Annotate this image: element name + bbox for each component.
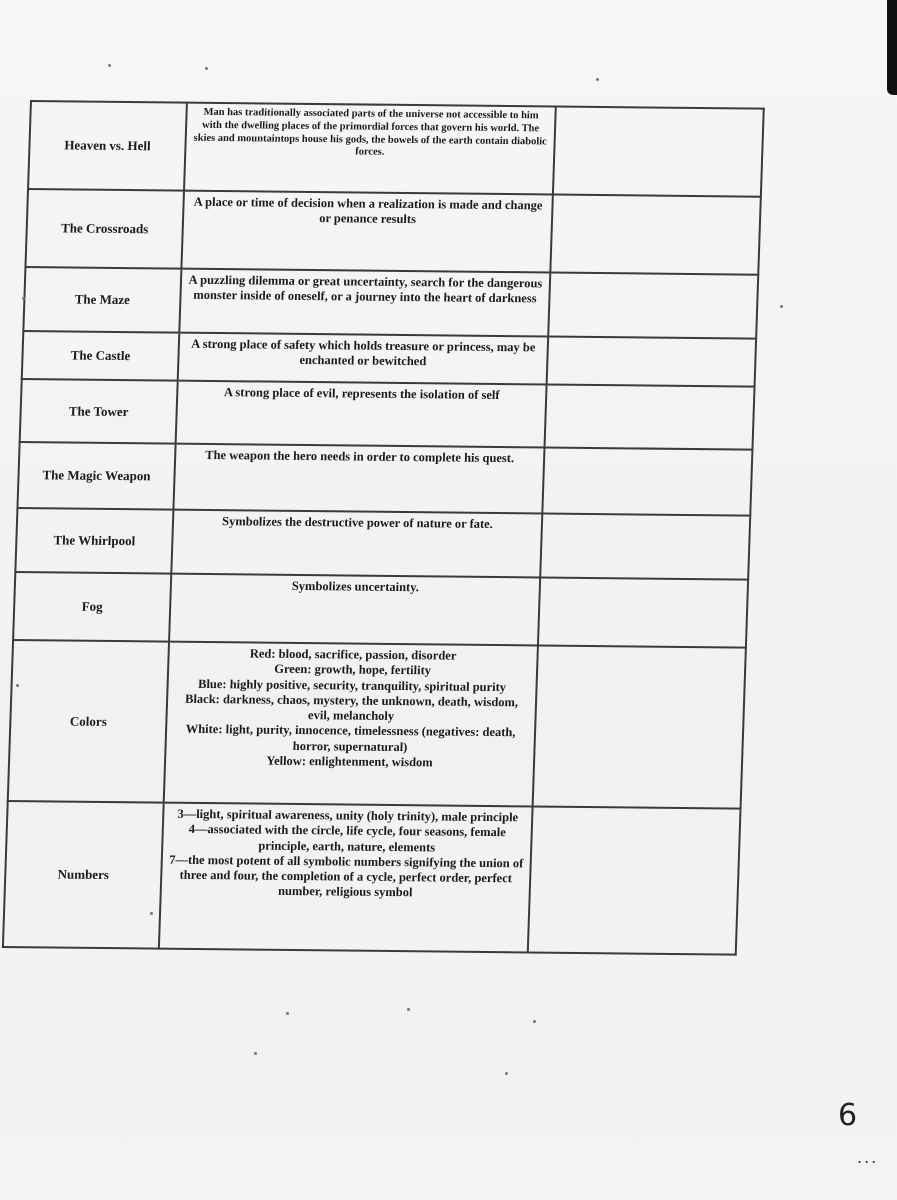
meaning-line: A puzzling dilemma or great uncertainty, search for the dangerous monster inside of oneself, or a journey into the heart of darkness [188,272,543,306]
scan-speck [596,78,599,81]
corner-mark: ... [857,1148,879,1167]
table-row [20,379,755,450]
meaning-cell [159,803,533,953]
meaning-line: Red: blood, sacrifice, passion, disorder [249,646,457,663]
scan-speck [780,305,783,308]
meaning-line: A place or time of decision when a realization is made and change or penance results [193,194,543,227]
example-cell-empty [545,384,755,449]
example-cell-empty [550,195,760,275]
page-number: 6 [838,1098,858,1133]
meaning-line: Black: darkness, chaos, mystery, the unknown, death, wisdom, evil, melancholy [184,691,519,723]
symbol-cell: The Magic Weapon [17,442,175,510]
scan-speck [16,684,19,687]
example-cell-empty [548,272,758,338]
symbol-table [2,100,765,956]
table-row [23,267,758,339]
meaning-line: A strong place of evil, represents the isolation of self [223,385,500,403]
meaning-cell [181,191,553,273]
meaning-line: 4—associated with the circle, life cycle, four seasons, female principle, earth, nature, elements [188,822,507,854]
table-row [22,331,756,387]
scan-edge-mark [887,0,897,95]
table-row [13,572,748,648]
meaning-cell [173,444,544,514]
symbol-cell: The Crossroads [25,189,183,269]
meaning-line: 7—the most potent of all symbolic numbers signifying the union of three and four, the completion of a cycle, perfect order, perfect number, religious symbol [168,852,524,900]
scan-speck [108,64,111,67]
example-cell-empty [533,645,746,808]
meaning-line: Blue: highly positive, security, tranquility, spiritual purity [197,676,507,694]
example-cell-empty [547,336,756,386]
table-row [8,640,746,809]
symbol-cell: The Tower [20,379,178,444]
table-row [15,508,750,580]
meaning-line: Symbolizes the destructive power of nature or fate. [221,514,494,531]
meaning-cell [184,103,556,195]
scan-speck [205,67,208,70]
symbol-cell: Numbers [3,801,164,949]
example-cell-empty [542,447,752,515]
meaning-line: Green: growth, hope, fertility [274,661,432,678]
scan-speck [505,1072,508,1075]
example-cell-empty [538,577,748,647]
meaning-cell [171,510,542,578]
meaning-line: The weapon the hero needs in order to complete his quest. [205,447,515,466]
symbol-cell: The Castle [22,331,179,381]
meaning-line: White: light, purity, innocence, timelessness (negatives: death, horror, supernatural) [185,722,516,754]
table-row [25,189,760,275]
table-row [3,801,741,955]
meaning-cell [178,333,549,385]
scan-speck [22,297,25,300]
example-cell-empty [553,107,764,197]
example-cell-empty [528,806,741,954]
scan-speck [286,1012,289,1015]
symbol-cell: Heaven vs. Hell [28,101,187,191]
table-row [17,442,752,516]
scan-speck [407,1008,410,1011]
meaning-line: 3—light, spiritual awareness, unity (holy trinity), male principle [177,806,519,825]
meaning-cell [164,642,538,807]
scan-speck [150,912,153,915]
meaning-cell [169,574,540,646]
symbol-cell: Colors [8,640,169,803]
example-cell-empty [540,513,750,579]
table-row [28,101,764,197]
meaning-line: Yellow: enlightenment, wisdom [266,753,433,770]
symbol-cell: The Whirlpool [15,508,173,574]
meaning-cell [176,381,547,448]
meaning-line: A strong place of safety which holds treasure or princess, may be enchanted or bewitched [191,336,536,369]
meaning-line: Symbolizes uncertainty. [291,578,420,595]
symbol-cell: Fog [13,572,171,642]
scan-speck [533,1020,536,1023]
symbol-cell: The Maze [23,267,181,333]
scan-speck [254,1052,257,1055]
meaning-line: Man has traditionally associated parts of the universe not accessible to him with the dwelling places of the primordial forces that govern his world. The skies and mountaintops house his gods, the bowels of the earth contain diabolic forces. [193,106,547,159]
meaning-cell [179,269,550,337]
